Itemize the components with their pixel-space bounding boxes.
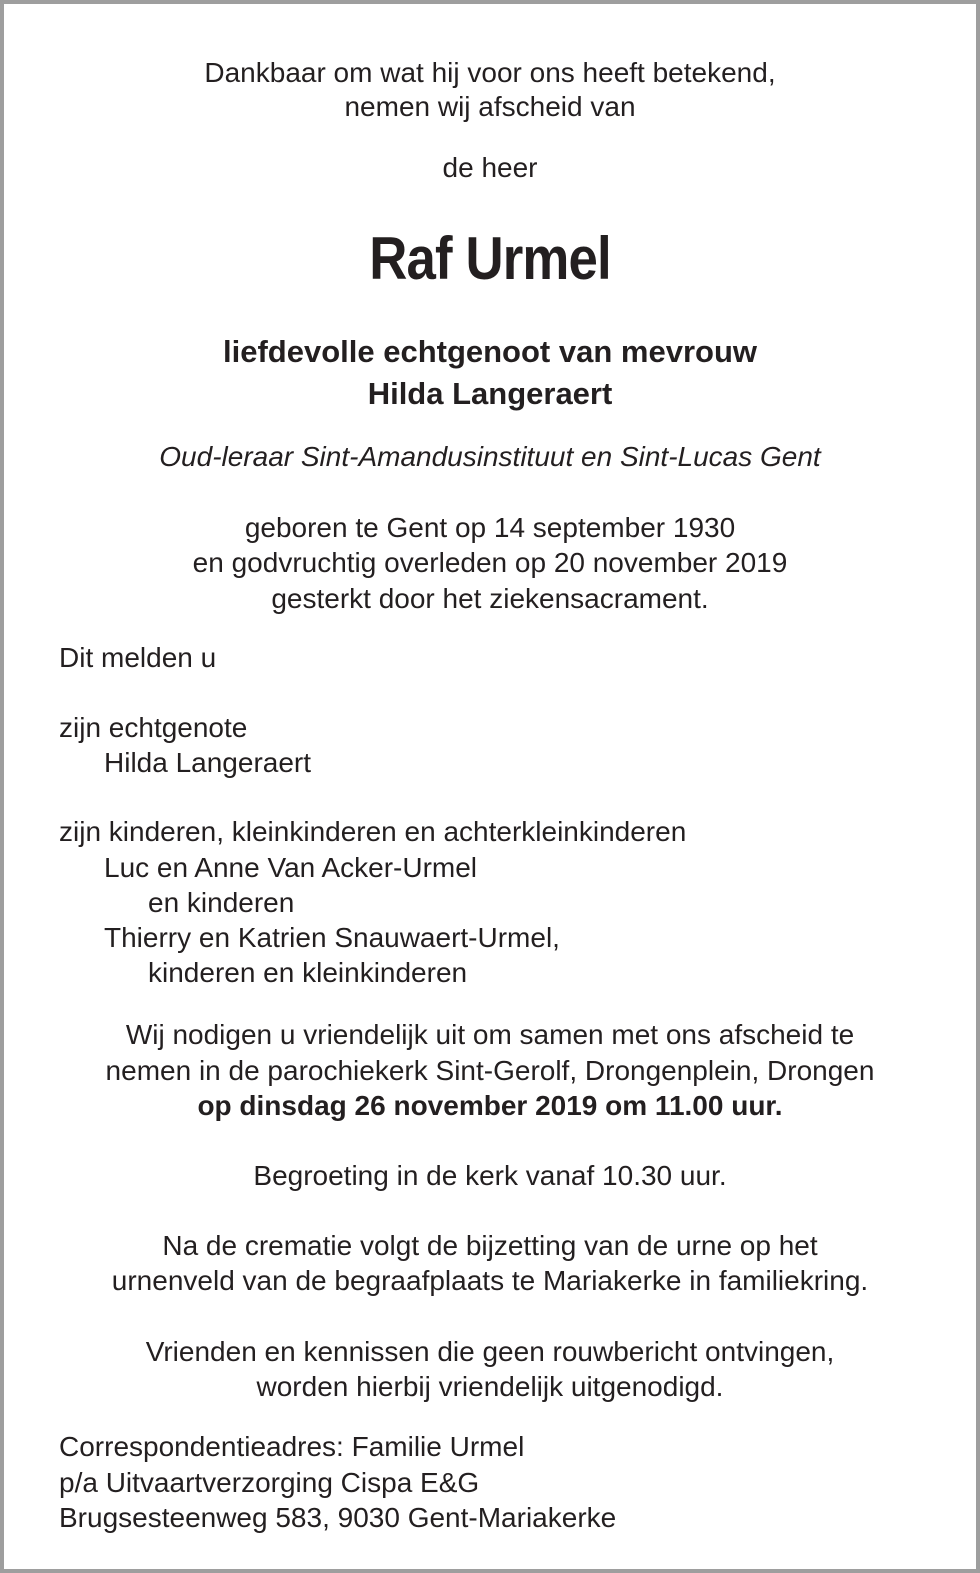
intro-line-1: Dankbaar om wat hij voor ons heeft betekend, <box>204 57 776 88</box>
sacrament-line: gesterkt door het ziekensacrament. <box>271 583 709 614</box>
address-line-1: Correspondentieadres: Familie Urmel <box>59 1431 525 1462</box>
announce-line: Dit melden u <box>59 642 217 673</box>
cremation-line-2: urnenveld van de begraafplaats te Mariakerke in familiekring. <box>111 1265 869 1296</box>
cremation-line-1: Na de crematie volgt de bijzetting van de urne op het <box>162 1230 818 1261</box>
children-heading: zijn kinderen, kleinkinderen en achterkleinkinderen <box>59 816 687 847</box>
friends-line-2: worden hierbij vriendelijk uitgenodigd. <box>256 1371 724 1402</box>
spouse-heading: zijn echtgenote <box>59 712 248 743</box>
deceased-name: Raf Urmel <box>369 225 611 292</box>
spouse-name: Hilda Langeraert <box>104 747 312 778</box>
child-line-3: Thierry en Katrien Snauwaert-Urmel, <box>104 922 560 953</box>
ceremony-date: op dinsdag 26 november 2019 om 11.00 uur. <box>197 1090 783 1121</box>
child-line-4: kinderen en kleinkinderen <box>148 957 468 988</box>
friends-line-1: Vrienden en kennissen die geen rouwbericht ontvingen, <box>145 1336 835 1367</box>
invitation-line-2: nemen in de parochiekerk Sint-Gerolf, Drongenplein, Drongen <box>105 1055 875 1086</box>
address-line-3: Brugsesteenweg 583, 9030 Gent-Mariakerke <box>59 1502 617 1533</box>
honorific: de heer <box>442 152 538 183</box>
greeting-line: Begroeting in de kerk vanaf 10.30 uur. <box>253 1160 727 1191</box>
occupation: Oud-leraar Sint-Amandusinstituut en Sint-Lucas Gent <box>159 441 821 472</box>
child-line-1: Luc en Anne Van Acker-Urmel <box>104 852 478 883</box>
child-line-2: en kinderen <box>148 887 295 918</box>
invitation-line-1: Wij nodigen u vriendelijk uit om samen met ons afscheid te <box>125 1019 855 1050</box>
relation-line-1: liefdevolle echtgenoot van mevrouw <box>222 334 757 369</box>
address-line-2: p/a Uitvaartverzorging Cispa E&G <box>59 1467 480 1498</box>
intro-line-2: nemen wij afscheid van <box>344 91 636 122</box>
death-line: en godvruchtig overleden op 20 november 2019 <box>192 547 788 578</box>
birth-line: geboren te Gent op 14 september 1930 <box>244 512 736 543</box>
relation-line-2: Hilda Langeraert <box>367 376 613 411</box>
